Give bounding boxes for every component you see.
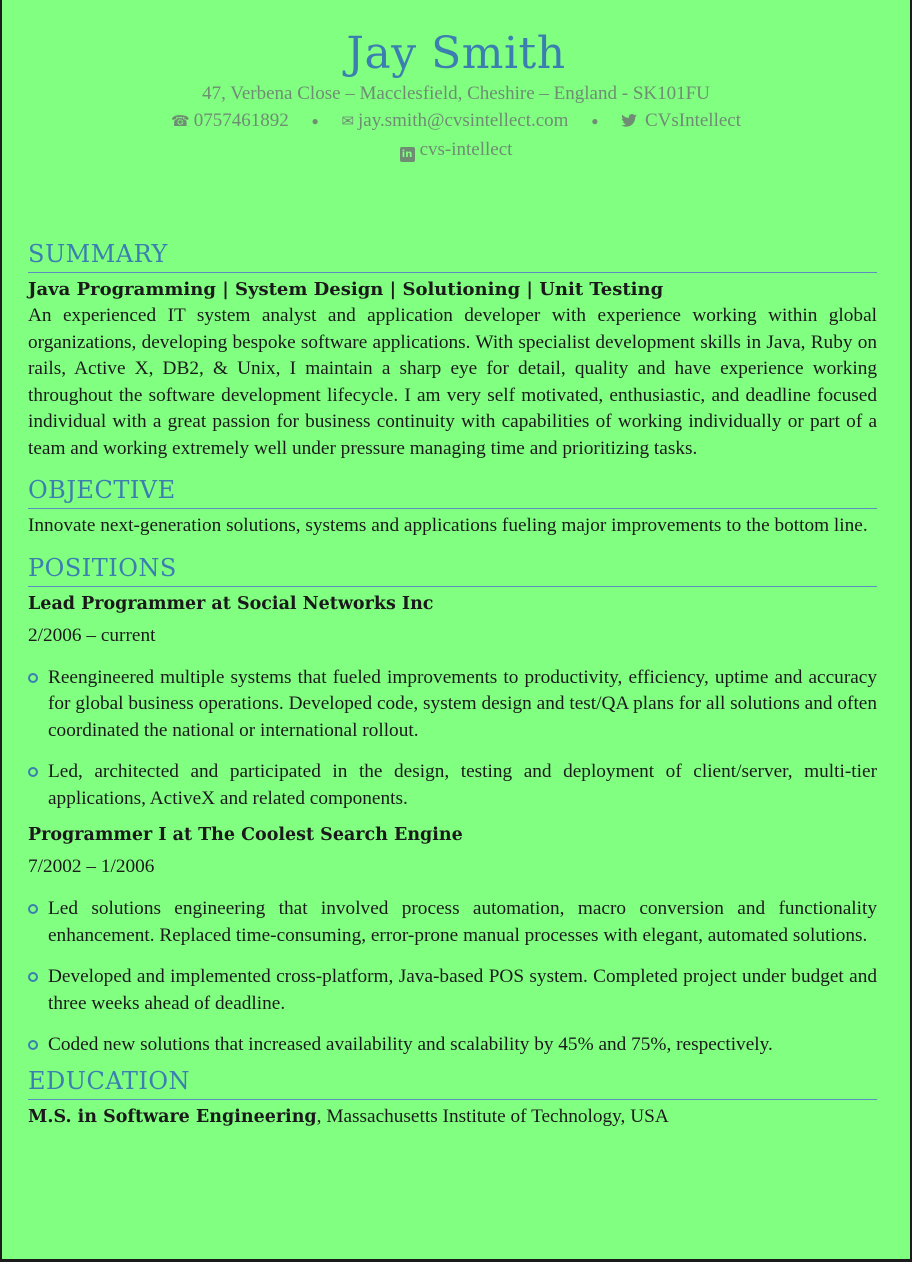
degree: M.S. in Software Engineering (28, 1106, 317, 1127)
address: 47, Verbena Close – Macclesfield, Cheshire – England - SK101FU (202, 83, 710, 104)
email-link[interactable]: jay.smith@cvsintellect.com (358, 110, 569, 131)
position-title: Lead Programmer at Social Networks Inc (28, 593, 434, 614)
separator-dot: ● (311, 114, 319, 129)
list-item (28, 1032, 877, 1059)
section-title-objective: OBJECTIVE (28, 472, 877, 509)
list-item (28, 896, 877, 949)
summary-section (28, 236, 877, 462)
positions-section (28, 550, 877, 1059)
bullet-text: Led solutions engineering that involved process automation, macro conversion and functionality enhancement. Replaced time-consuming, error-prone manual processes with elegant, automated solutions. (48, 898, 877, 946)
objective-text: Innovate next-generation solutions, systems and applications fueling major improvements to the bottom line. (28, 515, 868, 536)
bullet-circle-icon (28, 904, 38, 914)
position-entry (28, 822, 877, 1059)
position-title: Programmer I at The Coolest Search Engine (28, 825, 463, 845)
position-dates: 2/2006 – current (28, 624, 156, 646)
bullet-circle-icon (28, 972, 38, 982)
section-title-summary: SUMMARY (28, 236, 877, 273)
position-dates: 7/2002 – 1/2006 (28, 856, 155, 877)
position-bullets (28, 665, 877, 813)
phone-icon: ☎ (171, 114, 190, 130)
bullet-text: Developed and implemented cross-platform, Java-based POS system. Completed project under budget and three weeks ahead of deadline. (48, 966, 877, 1014)
bullet-text: Coded new solutions that increased availability and scalability by 45% and 75%, respectively. (48, 1034, 773, 1055)
resume-body (28, 236, 877, 1140)
linkedin-icon: in (400, 147, 415, 162)
objective-section (28, 472, 877, 540)
institution: , Massachusetts Institute of Technology, USA (316, 1105, 669, 1127)
bullet-circle-icon (28, 767, 38, 777)
list-item (28, 759, 877, 812)
bullet-circle-icon (28, 1040, 38, 1050)
education-section (28, 1063, 877, 1130)
position-bullets (28, 896, 877, 1059)
position-entry (28, 591, 877, 813)
list-item (28, 665, 877, 745)
envelope-icon: ✉ (341, 114, 355, 130)
linkedin-handle[interactable]: cvs-intellect (419, 139, 513, 160)
section-title-positions: POSITIONS (28, 550, 877, 587)
skill-tags: Java Programming | System Design | Solutioning | Unit Testing (28, 279, 664, 300)
separator-dot: ● (591, 114, 599, 129)
bullet-circle-icon (28, 673, 38, 683)
section-title-education: EDUCATION (28, 1063, 877, 1100)
twitter-handle[interactable]: CVsIntellect (644, 110, 741, 131)
bullet-text: Led, architected and participated in the design, testing and deployment of client/server, multi-tier applications, ActiveX and related components. (48, 761, 877, 809)
education-entry (28, 1104, 877, 1130)
list-item (28, 964, 877, 1017)
summary-text: An experienced IT system analyst and application developer with experience working within global organizations, developing bespoke software applications. With specialist development skills in Java, Ruby on rails, Active X, DB2, & Unix, I maintain a sharp eye for detail, quality and have experience working throughout the software development lifecycle. I am very self motivated, enthusiastic, and deadline focused individual with a great passion for business continuity with capabilities of working individually or part of a team and working extremely well under pressure managing time and prioritizing tasks. (28, 305, 877, 459)
phone-number: 0757461892 (193, 110, 289, 131)
bullet-text: Reengineered multiple systems that fueled improvements to productivity, efficiency, uptime and accuracy for global business operations. Developed code, system design and test/QA plans for all solutions and often coordinated the national or international rollout. (48, 666, 877, 741)
candidate-name: Jay Smith (346, 28, 566, 79)
